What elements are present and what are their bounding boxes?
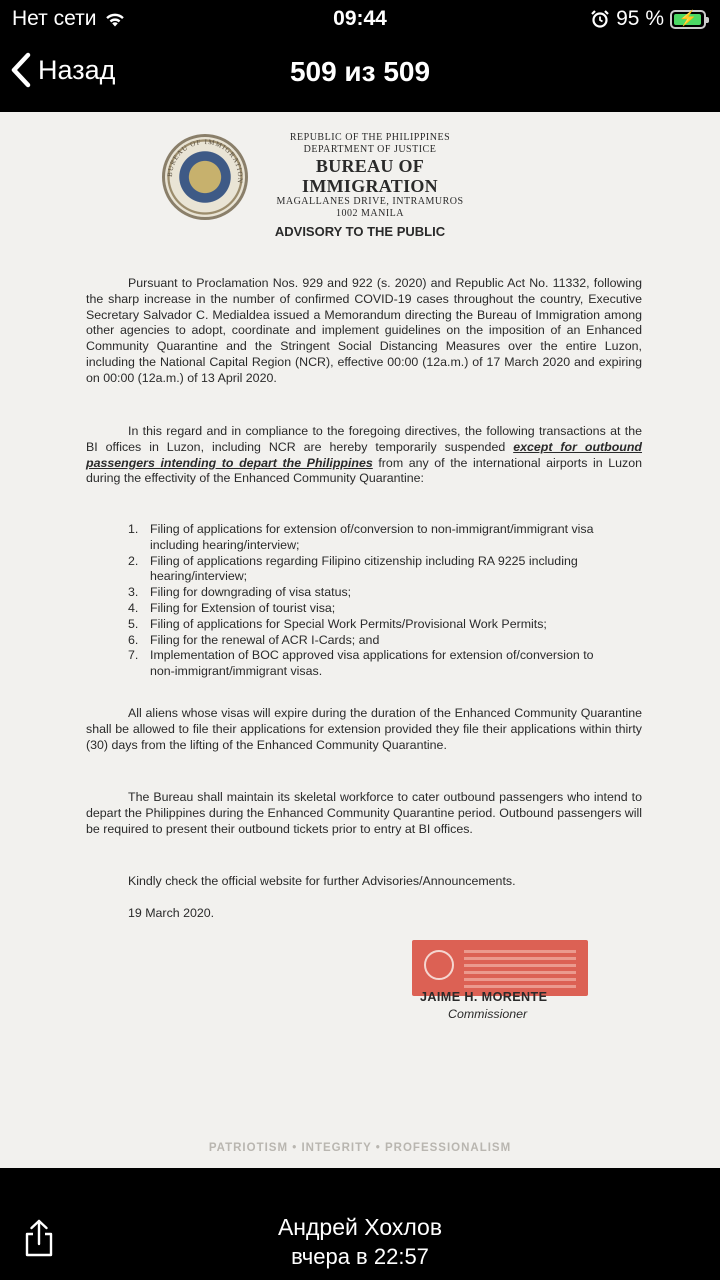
list-item-text: Filing of applications regarding Filipino citizenship including RA 9225 including hearing/interview; [150,553,578,584]
list-item-number: 3. [128,585,139,600]
signer-title: Commissioner [448,1007,528,1021]
list-item-number: 7. [128,648,139,663]
letterhead-line2: DEPARTMENT OF JUSTICE [303,144,437,155]
list-item-number: 2. [128,553,139,568]
photo-counter-title: 509 из 509 [289,56,431,87]
status-time: 09:44 [333,7,387,30]
list-item-number: 5. [128,616,139,631]
list-item [128,633,604,649]
advisory-title: ADVISORY TO THE PUBLIC [274,224,446,239]
battery-percent: 95 % [616,7,664,30]
list-item [128,617,604,633]
list-item-text: Filing of applications for extension of/conversion to non-immigrant/immigrant visa including hearing/interview; [150,522,594,552]
document-photo[interactable] [0,112,720,1168]
list-item-text: Filing of applications for Special Work Permits/Provisional Work Permits; [150,616,547,631]
letterhead [250,132,490,220]
paragraph-2-tail: from any of the international airports in Luzon during the effectivity of the Enhanced Community Quarantine: [86,455,642,486]
letterhead-city: 1002 MANILA [336,208,404,219]
list-item [128,522,604,554]
letterhead-line1: REPUBLIC OF THE PHILIPPINES [289,132,451,143]
list-item-text: Implementation of BOC approved visa applications for extension of/conversion to non-immigrant/immigrant visas. [150,648,594,679]
signer-name: JAIME H. MORENTE [420,990,548,1004]
suspended-transactions-list [128,522,604,680]
paragraph-2-lead: In this regard and in compliance to the foregoing directives, the following transactions at the BI offices in Luzon, including NCR are hereby temporarily suspended [86,424,642,454]
stamp-signature-lines [464,948,576,988]
svg-text:BUREAU OF IMMIGRATION: BUREAU OF IMMIGRATION [165,137,245,185]
paragraph-2 [86,424,642,487]
seal-ring-text [164,136,246,218]
post-date: вчера в 22:57 [291,1244,429,1269]
list-item-number: 4. [128,600,139,615]
carrier-label: Нет сети [12,7,97,30]
signature-stamp [412,940,588,996]
battery-charging-icon [670,10,706,29]
paragraph-4: The Bureau shall maintain its skeletal workforce to cater outbound passengers who intend to depart the Philippines during the Enhanced Community Quarantine period. Outbound passengers will be required to present their outbound tickets prior to entry at BI offices. [86,790,642,836]
list-item-number: 6. [128,632,139,647]
document-motto: PATRIOTISM • INTEGRITY • PROFESSIONALISM [208,1142,512,1154]
letterhead-bureau: BUREAU OF IMMIGRATION [302,156,438,196]
document-date: 19 March 2020. [128,906,215,920]
letterhead-address: MAGALLANES DRIVE, INTRAMUROS [276,196,464,207]
bottom-bar [0,1168,720,1280]
list-item-text: Filing for downgrading of visa status; [150,585,352,600]
list-item [128,601,604,617]
status-right [590,7,706,31]
back-label: Назад [38,54,116,85]
paragraph-2-emphasis: except for outbound passengers intending to depart the Philippines [86,439,642,470]
list-item [128,648,604,680]
nav-bar [0,38,720,110]
stamp-emblem-icon [424,950,454,980]
author-name: Андрей Хохлов [277,1214,443,1240]
paragraph-3: All aliens whose visas will expire during the duration of the Enhanced Community Quarantine shall be allowed to file their applications for extension provided they file their applications within thirty (30) days from the lifting of the Enhanced Community Quarantine. [86,706,642,752]
paragraph-1: Pursuant to Proclamation Nos. 929 and 922 (s. 2020) and Republic Act No. 11332, following the sharp increase in the number of confirmed COVID-19 cases throughout the country, Executive Secretary Salvador C. Medialdea issued a Memorandum directing the Bureau of Immigration among other agencies to adopt, coordinate and implement guidelines on the imposition of an Enhanced Community Quarantine and the Stringent Social Distancing Measures over the entire Luzon, including the National Capital Region (NCR), effective 00:00 (12a.m.) of 17 March 2020 and expiring on 00:00 (12a.m.) of 13 April 2020. [86,276,642,385]
status-bar [0,0,720,38]
list-item-text: Filing for Extension of tourist visa; [150,600,336,615]
paragraph-5: Kindly check the official website for further Advisories/Announcements. [128,874,516,888]
list-item-number: 1. [128,522,139,536]
alarm-icon [590,9,610,29]
list-item-text: Filing for the renewal of ACR I-Cards; and [150,632,380,647]
bolt-icon: ⚡ [678,9,698,27]
list-item [128,554,604,586]
list-item [128,585,604,601]
